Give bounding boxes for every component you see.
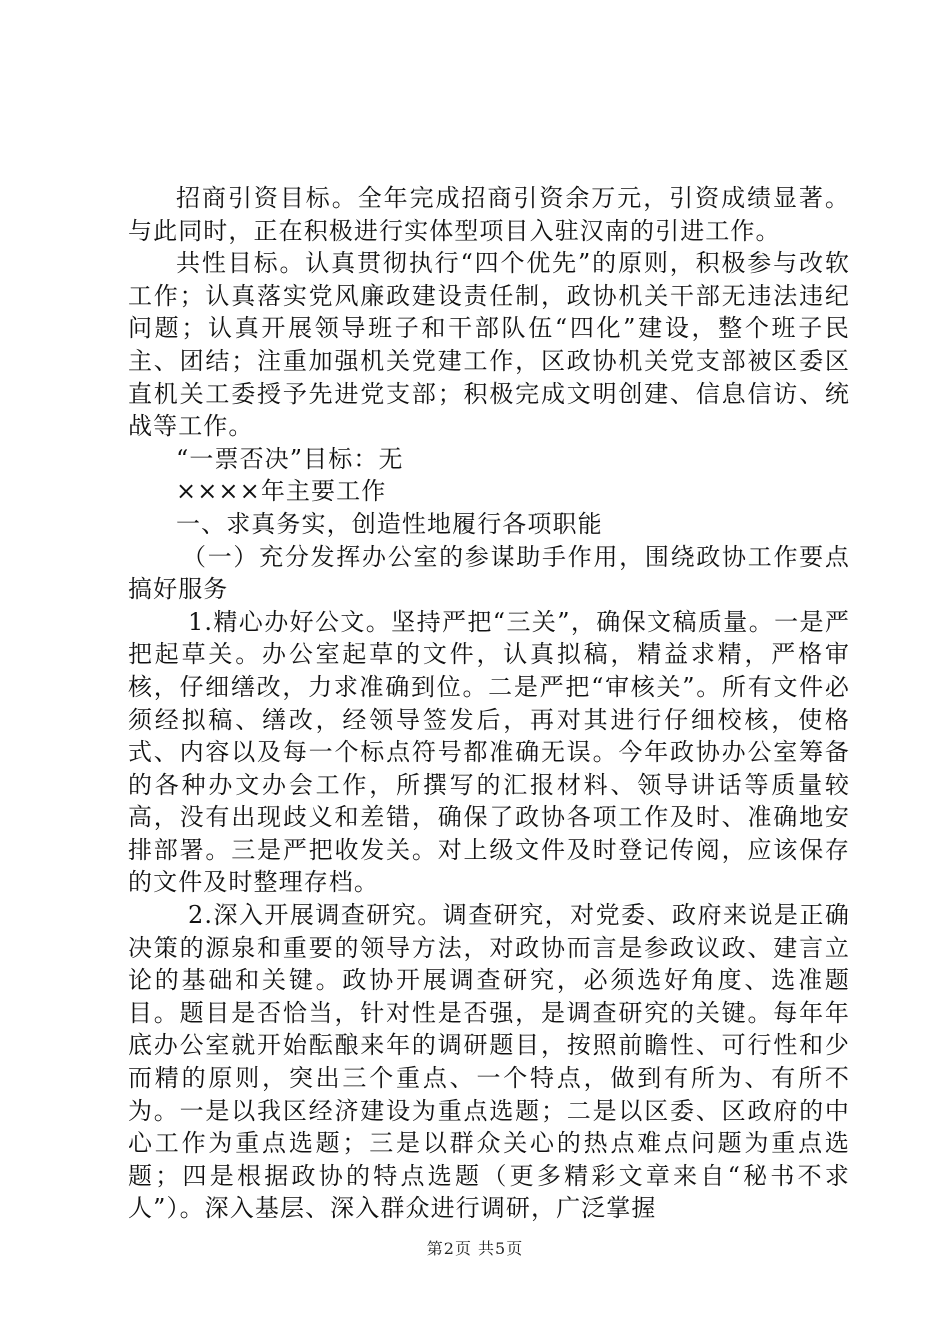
- paragraph-research: 2.深入开展调查研究。调查研究，对党委、政府来说是正确决策的源泉和重要的领导方法，对政协而言是参政议政、建言立论的基础和关键。政协开展调查研究，必须选好角度、选准题目。题目是否恰当，针对性是否强，是调查研究的关键。每年年底办公室就开始酝酿来年的调研题目，按照前瞻性、可行性和少而精的原则，突出三个重点、一个特点，做到有所为、有所不为。一是以我区经济建设为重点选题；二是以区委、区政府的中心工作为重点选题；三是以群众关心的热点难点问题为重点选题；四是根据政协的特点选题（更多精彩文章来自“秘书不求人”）。深入基层、深入群众进行调研，广泛掌握: [128, 901, 850, 1223]
- page-footer: 第2页 共5页: [426, 1239, 524, 1258]
- paragraph-veto-goal: “一票否决”目标：无: [176, 444, 404, 473]
- subsection-heading-one: （一）充分发挥办公室的参谋助手作用，围绕政协工作要点搞好服务: [128, 542, 850, 604]
- section-heading-main-work: ××××年主要工作: [176, 477, 387, 506]
- document-body: [128, 182, 850, 1225]
- paragraph-common-goal: 共性目标。认真贯彻执行“四个优先”的原则，积极参与改软工作；认真落实党风廉政建设责任制，政协机关干部无违法违纪问题；认真开展领导班子和干部队伍“四化”建设，整个班子民主、团结；注重加强机关党建工作，区政协机关党支部被区委区直机关工委授予先进党支部；积极完成文明创建、信息信访、统战等工作。: [128, 249, 850, 441]
- paragraph-document-handling: 1.精心办好公文。坚持严把“三关”，确保文稿质量。一是严把起草关。办公室起草的文件，认真拟稿，精益求精，严格审核，仔细缮改，力求准确到位。二是严把“审核关”。所有文件必须经拟稿、缮改，经领导签发后，再对其进行仔细校核，使格式、内容以及每一个标点符号都准确无误。今年政协办公室筹备的各种办文办会工作，所撰写的汇报材料、领导讲话等质量较高，没有出现歧义和差错，确保了政协各项工作及时、准确地安排部署。三是严把收发关。对上级文件及时登记传阅，应该保存的文件及时整理存档。: [128, 607, 850, 897]
- section-heading-one: 一、求真务实，创造性地履行各项职能: [176, 509, 603, 538]
- paragraph-investment-goal: 招商引资目标。全年完成招商引资余万元，引资成绩显著。与此同时，正在积极进行实体型项目入驻汉南的引进工作。: [128, 184, 850, 245]
